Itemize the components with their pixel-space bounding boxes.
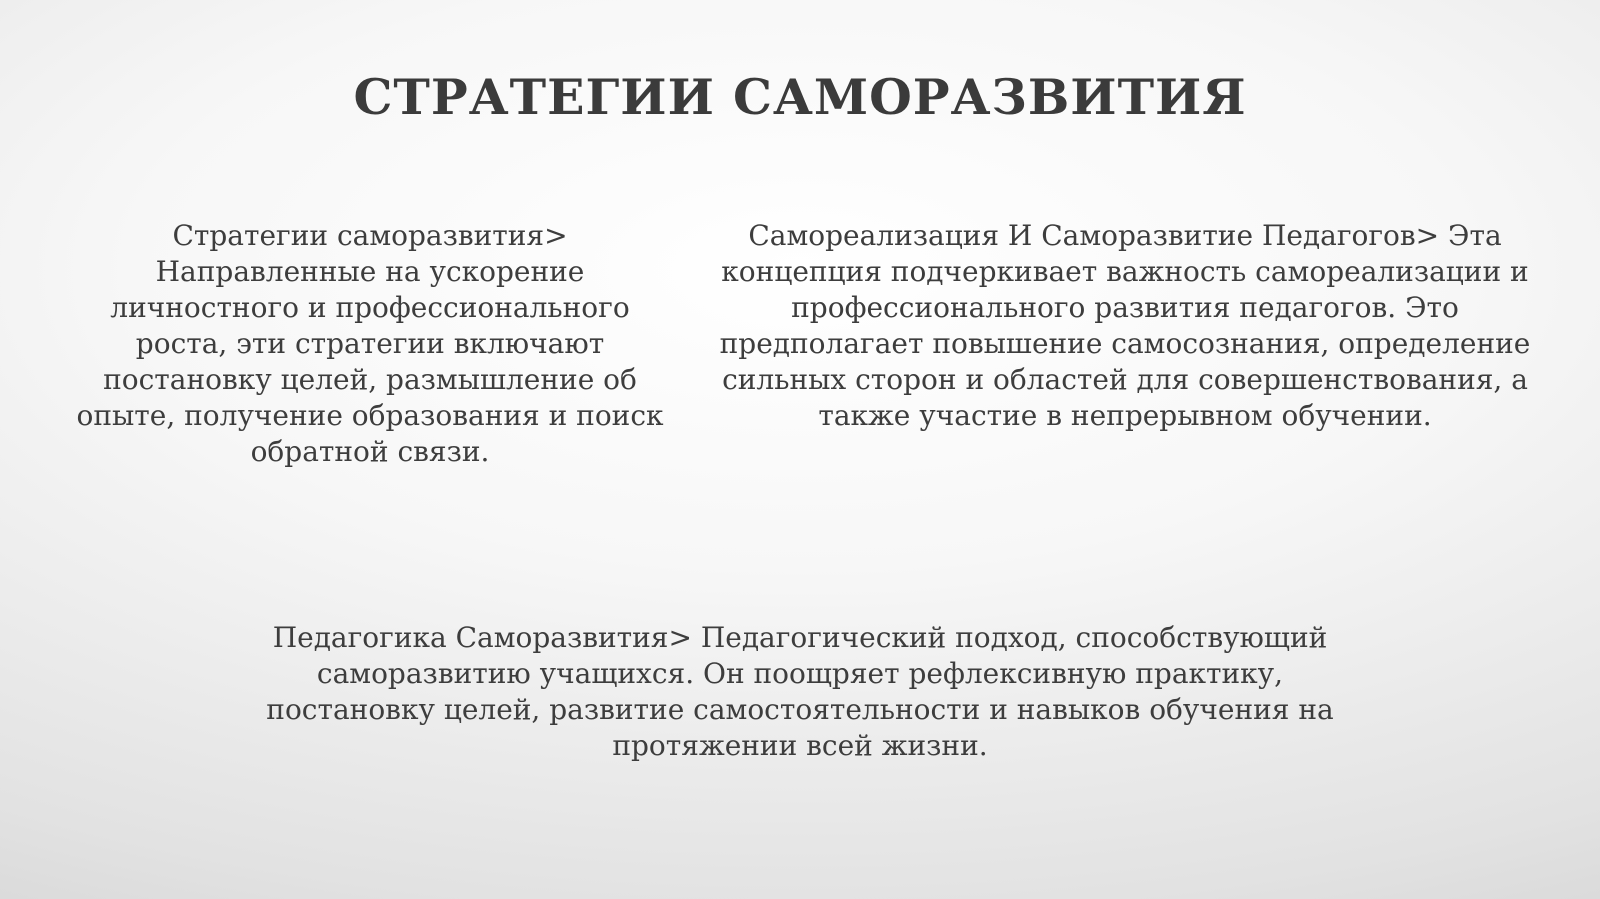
text-block-teacher-self-realization: Самореализация И Саморазвитие Педагогов> Эта концепция подчеркивает важность самореализации и профессионального развития педагогов. Это предполагает повышение самосознания, определение сильных сторон и областей для совершенствования, а также участие в непрерывном обучении. bbox=[719, 219, 1531, 432]
text-block-self-development-strategies: Стратегии саморазвития> Направленные на ускорение личностного и профессионального роста, эти стратегии включают постановку целей, размышление об опыте, получение образования и поиск обратной связи. bbox=[76, 219, 664, 468]
text-block-self-development-pedagogy: Педагогика Саморазвития> Педагогический подход, способствующий саморазвитию учащихся. Он поощряет рефлексивную практику, постановку целей, развитие самостоятельности и навыков обучения на протяжении всей жизни. bbox=[266, 621, 1334, 762]
slide-title: СТРАТЕГИИ САМОРАЗВИТИЯ bbox=[353, 68, 1247, 126]
